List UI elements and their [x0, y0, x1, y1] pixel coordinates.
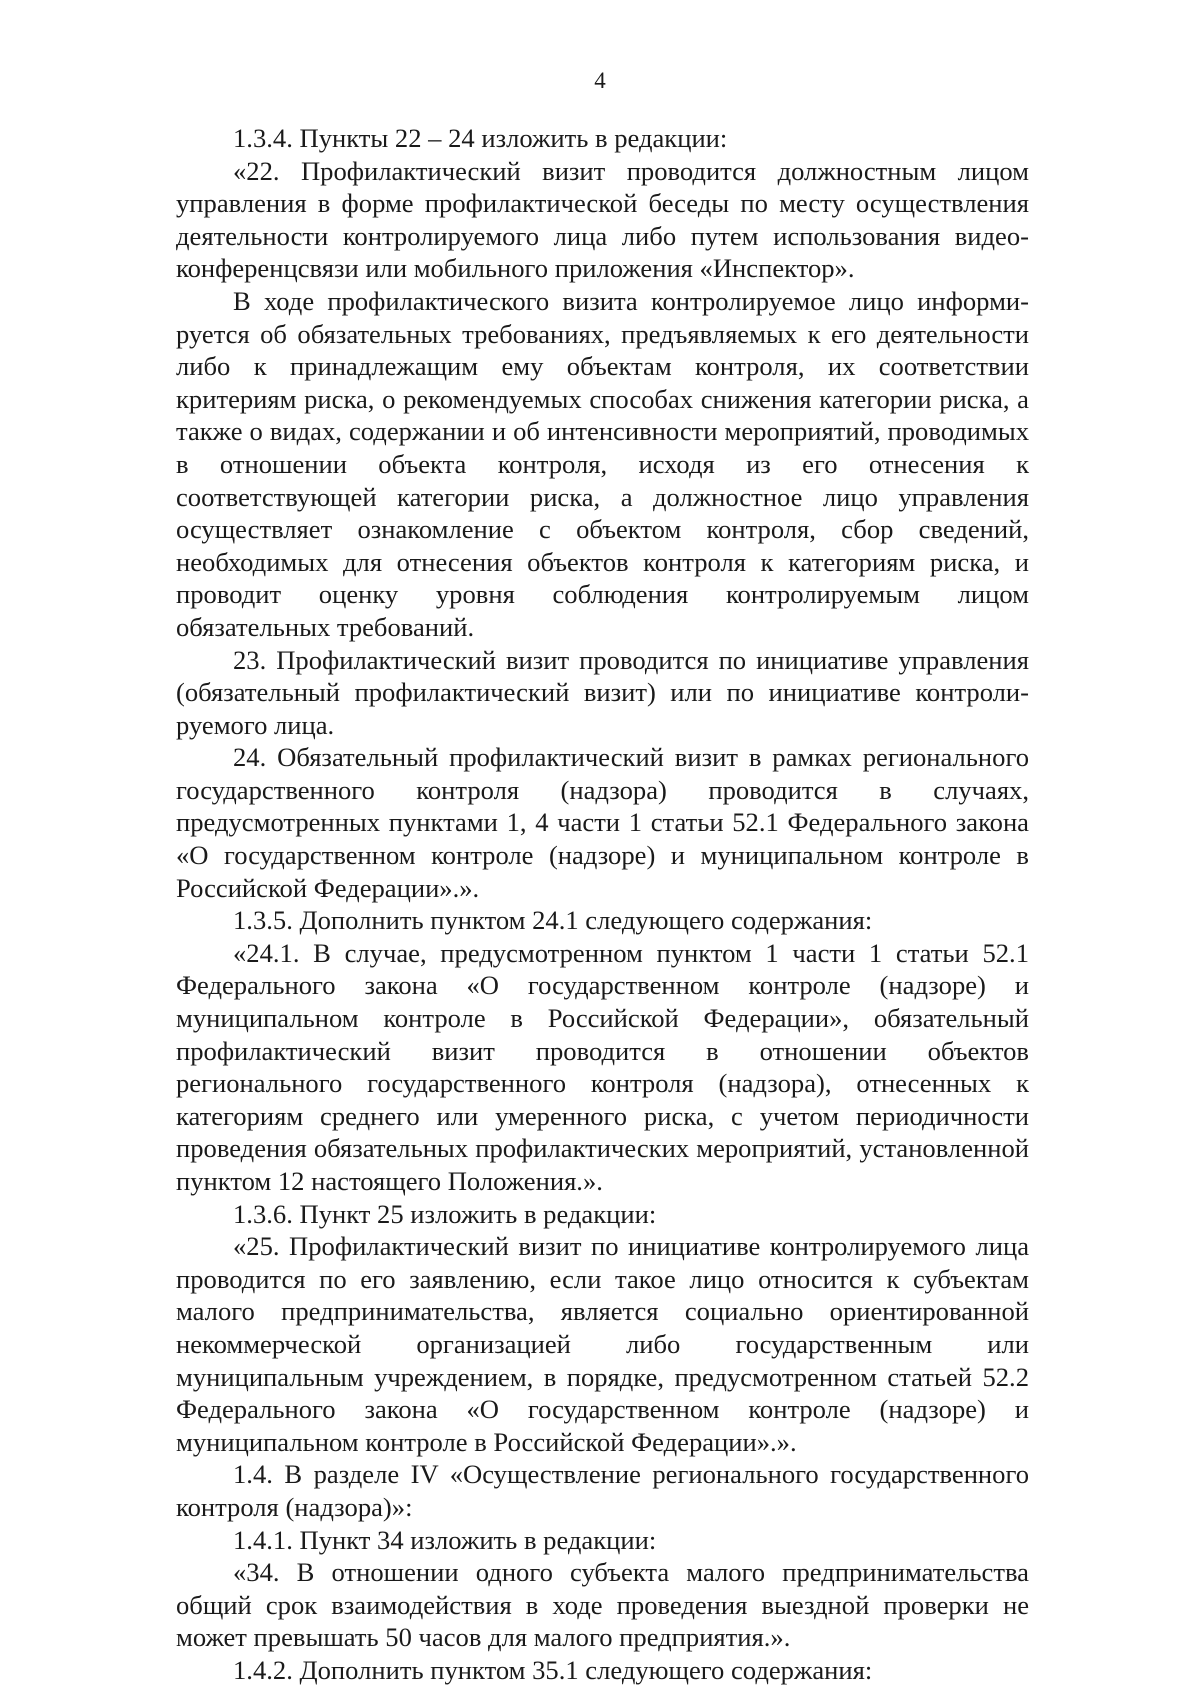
paragraph-1-3-4: 1.3.4. Пункты 22 – 24 изложить в редакции:: [233, 123, 728, 153]
paragraph-22-continued: В ходе профилактического визита контролируемое лицо информируется об обязательных требованиях, предъявляемых к его деятельности либо к принадлежащим ему объектам контроля, их соответствии критериям риска, о рекомендуемых способах снижения категории риска, а также о видах, содержании и об интенсивности мероприятий, проводимых в отношении объекта контроля, исходя из его отнесения к соответствующей категории риска, а должностное лицо управления осуществляет ознакомление с объектом контроля, сбор сведений, необходимых для отнесения объектов контроля к категориям риска, и проводит оценку уровня соблюдения контролируемым лицом обязательных требований.: [176, 285, 1029, 642]
paragraph-1-3-6: 1.3.6. Пункт 25 изложить в редакции:: [233, 1198, 657, 1229]
paragraph-34: «34. В отношении одного субъекта малого предпринимательства общий срок взаимодействия в ходе проведения выездной проверки не может превышать 50 часов для малого предприятия.».: [176, 1557, 1029, 1653]
paragraph-1-4-2: 1.4.2. Дополнить пунктом 35.1 следующего содержания:: [233, 1654, 873, 1685]
paragraph-1-4-1: 1.4.1. Пункт 34 изложить в редакции:: [233, 1524, 657, 1555]
paragraph-23: 23. Профилактический визит проводится по инициативе управления (обязательный профилактический визит) или по инициативе контролируемого лица.: [176, 644, 1029, 740]
paragraph-22: «22. Профилактический визит проводится должностным лицом управления в форме профилактической беседы по месту осуществления деятельности контролируемого лица либо путем использования видео-конференцсвязи или мобильного приложения «Инспектор».: [176, 155, 1029, 284]
page-number: 4: [594, 68, 606, 93]
paragraph-25: «25. Профилактический визит по инициативе контролируемого лица проводится по его заявлению, если такое лицо относится к субъектам малого предпринимательства, является социально ориентированной некоммерческой организацией либо государственным или муниципальным учреждением, в порядке, предусмотренном статьей 52.2 Федерального закона «О государственном контроле (надзоре) и муниципальном контроле в Российской Федерации».».: [176, 1231, 1029, 1457]
paragraph-24: 24. Обязательный профилактический визит в рамках регионального государственного контроля (надзора) проводится в случаях, предусмотренных пунктами 1, 4 части 1 статьи 52.1 Федерального закона «О государственном контроле (надзоре) и муниципальном контроле в Российской Федерации».».: [176, 742, 1029, 903]
paragraph-1-3-5: 1.3.5. Дополнить пунктом 24.1 следующего содержания:: [233, 905, 873, 936]
paragraph-1-4: 1.4. В разделе IV «Осуществление регионального государственного контроля (надзора)»:: [176, 1459, 1029, 1522]
paragraph-24-1: «24.1. В случае, предусмотренном пунктом 1 части 1 статьи 52.1 Федерального закона «О государственном контроле (надзоре) и муниципальном контроле в Российской Федерации», обязательный профилактический визит проводится в отношении объектов регионального государственного контроля (надзора), отнесенных к категориям среднего или умеренного риска, с учетом периодичности проведения обязательных профилактических мероприятий, установленной пунктом 12 настоящего Положения.».: [176, 937, 1029, 1196]
document-body: [176, 122, 1029, 1687]
